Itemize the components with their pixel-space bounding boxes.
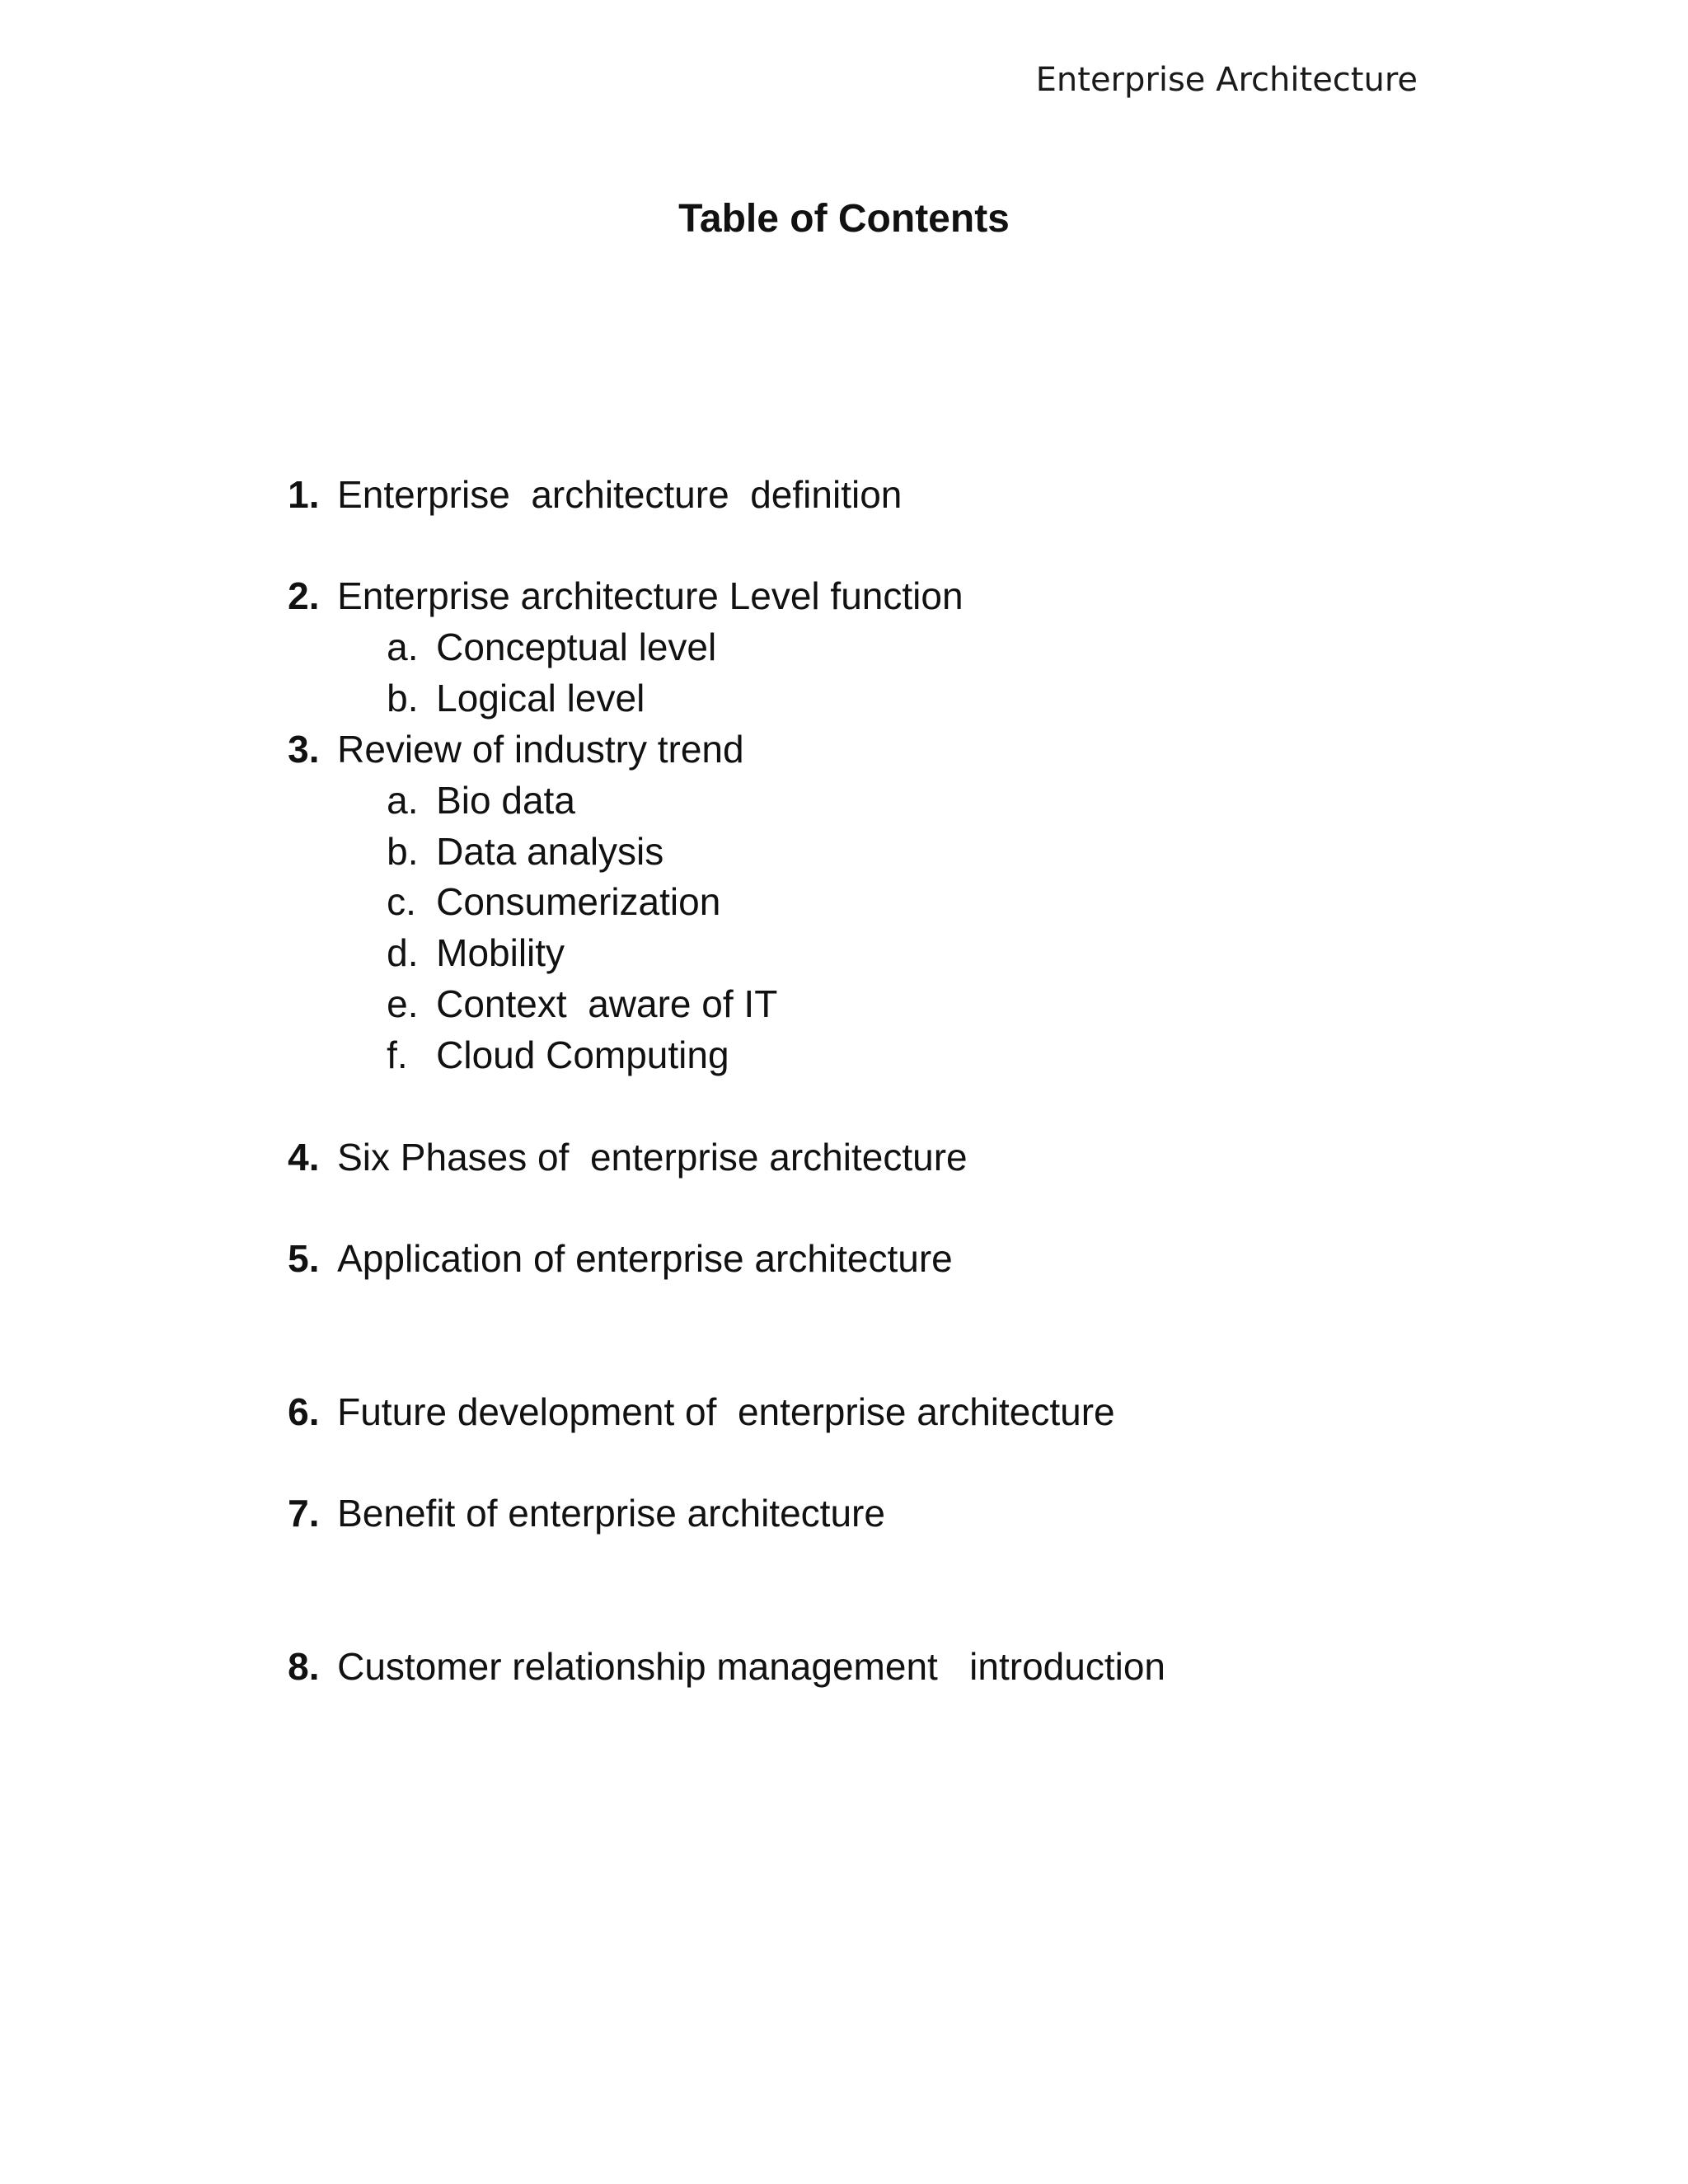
toc-subentry-letter: b. — [387, 830, 419, 873]
toc-entry-label: Future development of enterprise architecture — [337, 1390, 1115, 1433]
toc-entry-2 — [246, 519, 964, 617]
toc-subentry-3a — [345, 724, 575, 822]
toc-subentry-3e — [345, 927, 778, 1025]
toc-subentry-letter: c. — [387, 880, 416, 923]
toc-entry-4 — [246, 1080, 968, 1179]
toc-subentry-label: Mobility — [436, 931, 565, 974]
toc-entry-8 — [246, 1590, 1165, 1688]
toc-entry-label: Application of enterprise architecture — [337, 1237, 953, 1280]
toc-subentry-letter: a. — [387, 626, 419, 668]
toc-entry-5 — [246, 1182, 953, 1280]
toc-subentry-letter: e. — [387, 982, 419, 1025]
page-title: Table of Contents — [678, 197, 1010, 241]
toc-entry-number: 1. — [288, 473, 320, 516]
toc-subentry-3f — [345, 978, 729, 1076]
toc-entry-6 — [246, 1335, 1115, 1433]
toc-subentry-3c — [345, 825, 721, 923]
toc-entry-number: 8. — [288, 1645, 320, 1688]
toc-subentry-letter: b. — [387, 677, 419, 719]
toc-entry-3 — [246, 673, 744, 771]
toc-subentry-3b — [345, 775, 664, 873]
toc-entry-number: 6. — [288, 1390, 320, 1433]
toc-entry-number: 5. — [288, 1237, 320, 1280]
toc-entry-label: Enterprise architecture definition — [337, 473, 903, 516]
toc-subentry-label: Conceptual level — [436, 626, 717, 668]
toc-entry-label: Enterprise architecture Level function — [337, 574, 964, 617]
toc-subentry-label: Data analysis — [436, 830, 664, 873]
toc-entry-number: 7. — [288, 1492, 320, 1535]
toc-subentry-label: Context aware of IT — [436, 982, 778, 1025]
toc-subentry-letter: d. — [387, 931, 419, 974]
toc-subentry-label: Consumerization — [436, 880, 721, 923]
toc-entry-label: Six Phases of enterprise architecture — [337, 1136, 968, 1179]
toc-entry-label: Review of industry trend — [337, 728, 744, 771]
toc-subentry-label: Logical level — [436, 677, 645, 719]
toc-entry-number: 4. — [288, 1136, 320, 1179]
toc-entry-7 — [246, 1436, 885, 1535]
toc-subentry-2a — [345, 570, 717, 668]
toc-subentry-2b — [345, 621, 645, 719]
toc-entry-number: 3. — [288, 728, 320, 771]
toc-subentry-label: Bio data — [436, 779, 575, 822]
toc-entry-1 — [246, 418, 903, 516]
running-header: Enterprise Architecture — [1035, 61, 1418, 99]
toc-subentry-label: Cloud Computing — [436, 1033, 729, 1076]
toc-subentry-letter: f. — [387, 1033, 408, 1076]
toc-entry-label: Customer relationship management introduction — [337, 1645, 1165, 1688]
toc-entry-label: Benefit of enterprise architecture — [337, 1492, 885, 1535]
toc-entry-number: 2. — [288, 574, 320, 617]
toc-subentry-letter: a. — [387, 779, 419, 822]
toc-subentry-3d — [345, 876, 565, 974]
